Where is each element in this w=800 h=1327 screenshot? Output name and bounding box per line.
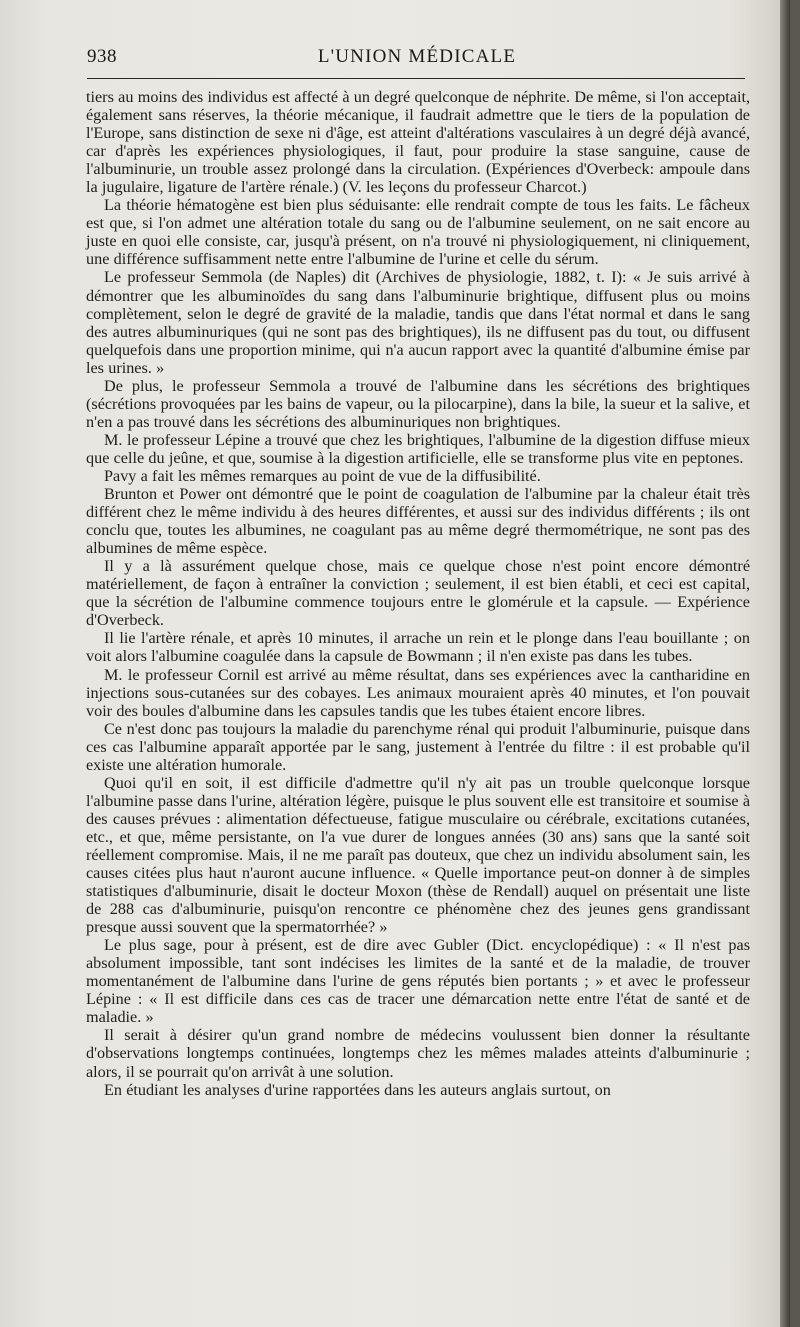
page-header [87, 42, 747, 74]
header-rule [87, 78, 745, 79]
paragraph: Pavy a fait les mêmes remarques au point de vue de la diffusibilité. [104, 466, 541, 485]
paragraph: La théorie hématogène est bien plus séduisante: elle rendrait compte de tous les faits. Le fâcheux est que, si l'on admet une altération totale du sang ou de l'albumine seulement, on ne sait encore au juste en quoi elle consiste, car, jusqu'à présent, on n'a trouvé ni physiologiquement, ni cliniquement, une différence suffisamment nette entre l'albumine de l'urine et celle du sérum. [86, 196, 750, 269]
page-number: 938 [87, 46, 117, 67]
running-title: L'UNION MÉDICALE [317, 46, 517, 67]
paragraph: Le professeur Semmola (de Naples) dit (Archives de physiologie, 1882, t. I): « Je suis arrivé à démontrer que les albuminoïdes du sang dans l'albuminurie brightique, diffusent plus ou moins complètement, selon le degré de gravité de la maladie, tandis que dans l'état normal et dans le sang des autres albuminuriques (qui ne sont pas des brightiques), ils ne diffusent pas du tout, ou diffusent quelquefois dans une proportion minime, qui n'a aucun rapport avec la quantité d'albumine émise par les urines. » [86, 268, 750, 377]
paragraph: Il y a là assurément quelque chose, mais ce quelque chose n'est point encore démontré matériellement, de façon à entraîner la conviction ; seulement, il est bien établi, et ceci est capital, que la sécrétion de l'albumine commence toujours entre le glomérule et la capsule. — Expérience d'Overbeck. [86, 557, 750, 630]
paragraph: Le plus sage, pour à présent, est de dire avec Gubler (Dict. encyclopédique) : « Il n'est pas absolument impossible, tant sont indécises les limites de la santé et de la maladie, de trouver momentanément de l'albumine dans l'urine de gens réputés bien portants ; » et avec le professeur Lépine : « Il est difficile dans ces cas de tracer une démarcation nette entre l'état de santé et de maladie. » [86, 936, 750, 1027]
paragraph: Il serait à désirer qu'un grand nombre de médecins voulussent bien donner la résultante d'observations longtemps continuées, longtemps chez les mêmes malades atteints d'albuminurie ; alors, il se pourrait qu'on arrivât à une solution. [86, 1026, 750, 1081]
paragraph: De plus, le professeur Semmola a trouvé de l'albumine dans les sécrétions des brightiques (sécrétions provoquées par les bains de vapeur, ou la pilocarpine), dans la bile, la sueur et la salive, et n'en a pas trouvé dans les sécrétions des albuminuriques non brightiques. [86, 376, 750, 431]
page-edge-shadow [780, 0, 790, 1327]
paragraph: Brunton et Power ont démontré que le point de coagulation de l'albumine par la chaleur était très différent chez le même individu à des heures différentes, et aussi sur des individus différents ; ils ont conclu que, toutes les albumines, ne coagulant pas au même degré thermométrique, ne sont pas des albumines de même espèce. [86, 485, 750, 558]
paragraph: En étudiant les analyses d'urine rapportées dans les auteurs anglais surtout, on [104, 1080, 611, 1099]
article-body [86, 88, 750, 1099]
paragraph: M. le professeur Lépine a trouvé que chez les brightiques, l'albumine de la digestion diffuse mieux que celle du jeûne, et que, soumise à la digestion artificielle, elle se transforme plus vite en peptones. [86, 430, 750, 467]
paragraph: Ce n'est donc pas toujours la maladie du parenchyme rénal qui produit l'albuminurie, puisque dans ces cas l'albumine apparaît apportée par le sang, justement à l'entrée du filtre : il est probable qu'il existe une altération humorale. [86, 719, 750, 774]
paragraph: Quoi qu'il en soit, il est difficile d'admettre qu'il n'y ait pas un trouble quelconque lorsque l'albumine passe dans l'urine, altération légère, puisque le plus souvent elle est transitoire et soumise à des causes prévues : alimentation défectueuse, fatigue musculaire ou cérébrale, excitations cutanées, etc., et que, même persistante, on l'a vue durer de longues années (30 ans) sans que la santé soit réellement compromise. Mais, il ne me paraît pas douteux, que chez un individu absolument sain, les causes citées plus haut n'auront aucune influence. « Quelle importance peut-on donner à de simples statistiques d'albuminurie, disait le docteur Moxon (thèse de Rendall) auquel on présentait une liste de 288 cas d'albuminurie, puisqu'on rencontre ce phénomène chez des jeunes gens grandissant presque aussi souvent que la spermatorrhée? » [86, 773, 750, 937]
paragraph: tiers au moins des individus est affecté à un degré quelconque de néphrite. De même, si l'on acceptait, également sans réserves, la théorie mécanique, il faudrait admettre que le tiers de la population de l'Europe, sans distinction de sexe ni d'âge, est atteint d'altérations vasculaires à un degré déjà avancé, car d'après les expériences physiologiques, il faut, pour produire la stase sanguine, cause de l'albuminurie, un trouble assez prolongé dans la circulation. (Expériences d'Overbeck: ampoule dans la jugulaire, ligature de l'artère rénale.) (V. les leçons du professeur Charcot.) [86, 88, 750, 197]
paragraph: M. le professeur Cornil est arrivé au même résultat, dans ses expériences avec la cantharidine en injections sous-cutanées sur des cobayes. Les animaux mouraient après 40 minutes, et l'on pouvait voir des boules d'albumine dans les capsules tandis que les tubes étaient encore libres. [86, 665, 750, 720]
paragraph: Il lie l'artère rénale, et après 10 minutes, il arrache un rein et le plonge dans l'eau bouillante ; on voit alors l'albumine coagulée dans la capsule de Bowmann ; il n'en existe pas dans les tubes. [86, 629, 750, 666]
